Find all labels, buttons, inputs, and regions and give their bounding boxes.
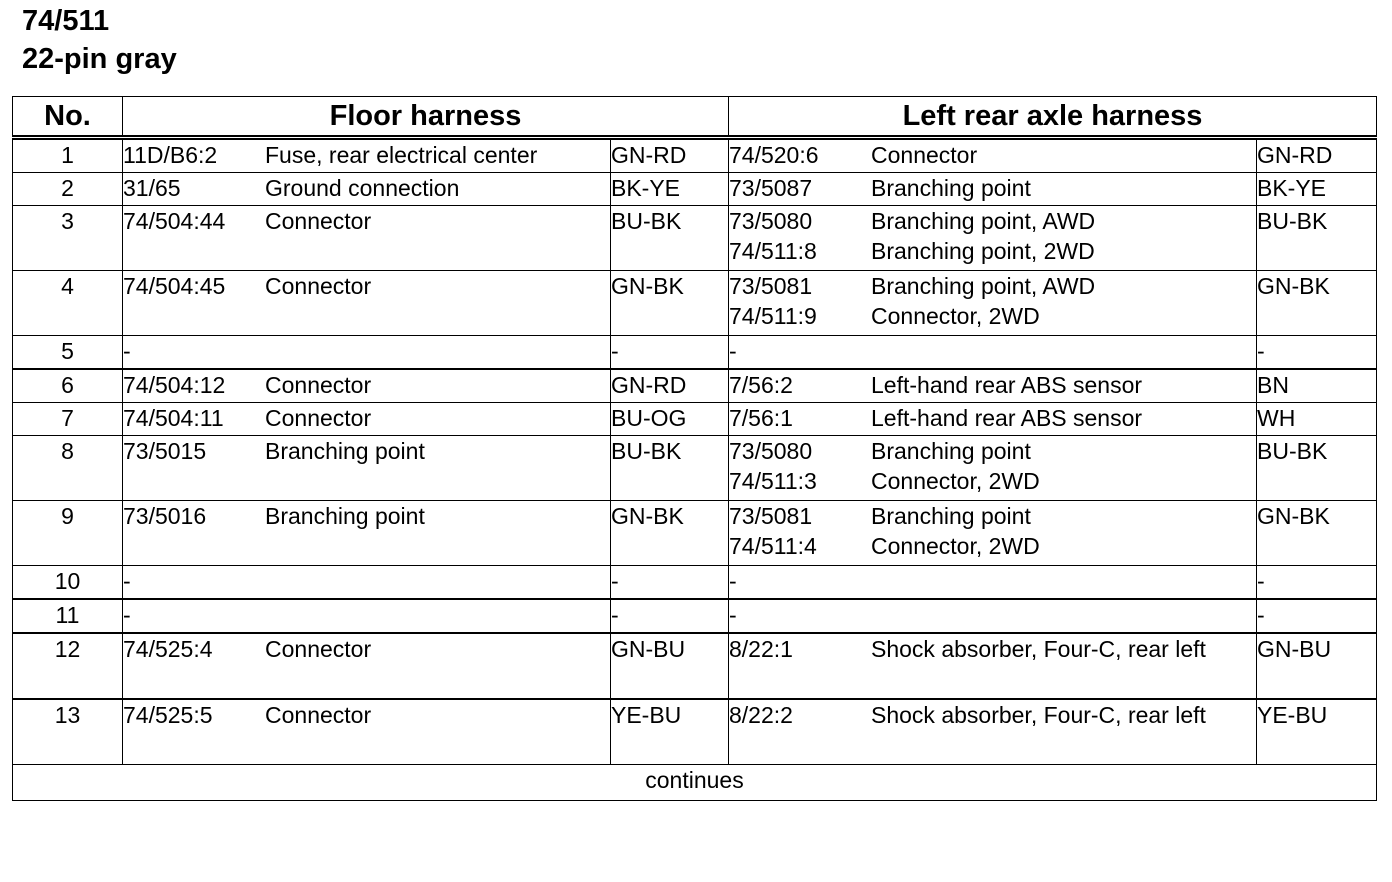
left-rear-axle-description: Connector, 2WD — [871, 533, 1040, 559]
floor-harness-entry — [123, 336, 610, 366]
floor-harness-cell — [123, 699, 611, 765]
left-rear-axle-description: Connector, 2WD — [871, 468, 1040, 494]
table-row — [13, 436, 1377, 501]
floor-harness-cell — [123, 138, 611, 173]
floor-harness-cell — [123, 566, 611, 600]
floor-harness-code: 74/504:44 — [123, 208, 226, 234]
pin-number: 6 — [13, 369, 123, 403]
left-rear-axle-description: Left-hand rear ABS sensor — [871, 405, 1143, 431]
floor-harness-wire-color: - — [611, 599, 729, 633]
header-left-rear-axle-harness: Left rear axle harness — [729, 97, 1377, 138]
header-floor-harness: Floor harness — [123, 97, 729, 138]
pin-number: 13 — [13, 699, 123, 765]
left-rear-axle-wire-color: BK-YE — [1257, 173, 1377, 206]
left-rear-axle-entry — [729, 271, 1256, 301]
pin-number: 4 — [13, 271, 123, 336]
floor-harness-cell — [123, 206, 611, 271]
floor-harness-cell — [123, 403, 611, 436]
left-rear-axle-wire-color: BN — [1257, 369, 1377, 403]
table-row — [13, 173, 1377, 206]
left-rear-axle-harness-cell — [729, 599, 1257, 633]
left-rear-axle-description: Branching point, 2WD — [871, 238, 1095, 264]
floor-harness-code: 74/525:5 — [123, 702, 213, 728]
floor-harness-description: Fuse, rear electrical center — [265, 142, 538, 168]
left-rear-axle-code: - — [729, 338, 737, 364]
left-rear-axle-description: Branching point, AWD — [871, 273, 1096, 299]
floor-harness-entry — [123, 271, 610, 301]
left-rear-axle-description — [871, 336, 1256, 366]
pin-number: 2 — [13, 173, 123, 206]
left-rear-axle-description: Shock absorber, Four-C, rear left — [871, 702, 1206, 728]
pin-number: 11 — [13, 599, 123, 633]
floor-harness-description: Connector — [265, 273, 372, 299]
floor-harness-wire-color: BK-YE — [611, 173, 729, 206]
left-rear-axle-code: 73/5081 — [729, 273, 813, 299]
floor-harness-description: Connector — [265, 636, 372, 662]
floor-harness-wire-color: YE-BU — [611, 699, 729, 765]
floor-harness-cell — [123, 173, 611, 206]
left-rear-axle-entry — [729, 600, 1256, 630]
page-title — [22, 2, 177, 78]
floor-harness-wire-color: BU-BK — [611, 436, 729, 501]
left-rear-axle-entry — [729, 436, 1256, 466]
left-rear-axle-description: Branching point — [871, 175, 1031, 201]
left-rear-axle-entry — [729, 403, 1256, 433]
floor-harness-wire-color: GN-BK — [611, 501, 729, 566]
left-rear-axle-wire-color: YE-BU — [1257, 699, 1377, 765]
pin-number: 7 — [13, 403, 123, 436]
left-rear-axle-code: 74/511:3 — [729, 468, 817, 494]
floor-harness-entry — [123, 403, 610, 433]
left-rear-axle-entry — [729, 173, 1256, 203]
left-rear-axle-code: 7/56:1 — [729, 405, 793, 431]
table-row — [13, 633, 1377, 699]
floor-harness-cell — [123, 336, 611, 370]
left-rear-axle-description: Branching point, AWD — [871, 208, 1096, 234]
floor-harness-entry — [123, 370, 610, 400]
table-footer-row — [13, 765, 1377, 801]
left-rear-axle-wire-color: BU-BK — [1257, 436, 1377, 501]
table-row — [13, 699, 1377, 765]
left-rear-axle-entry — [729, 236, 1256, 266]
floor-harness-wire-color: - — [611, 336, 729, 370]
floor-harness-entry — [123, 206, 610, 236]
floor-harness-entry — [123, 600, 610, 630]
left-rear-axle-harness-cell — [729, 566, 1257, 600]
table-row — [13, 206, 1377, 271]
table-row — [13, 369, 1377, 403]
floor-harness-code: 73/5016 — [123, 503, 207, 529]
left-rear-axle-harness-cell — [729, 271, 1257, 336]
continues-label: continues — [13, 765, 1377, 801]
left-rear-axle-code: 74/511:9 — [729, 303, 817, 329]
floor-harness-cell — [123, 271, 611, 336]
table-row — [13, 501, 1377, 566]
left-rear-axle-description: Left-hand rear ABS sensor — [871, 372, 1143, 398]
left-rear-axle-code: 73/5080 — [729, 438, 813, 464]
floor-harness-entry — [123, 140, 610, 170]
left-rear-axle-harness-cell — [729, 633, 1257, 699]
left-rear-axle-harness-cell — [729, 403, 1257, 436]
left-rear-axle-harness-cell — [729, 369, 1257, 403]
floor-harness-entry — [123, 436, 610, 466]
left-rear-axle-harness-cell — [729, 336, 1257, 370]
floor-harness-code: 11D/B6:2 — [123, 142, 218, 168]
floor-harness-wire-color: GN-RD — [611, 369, 729, 403]
floor-harness-code: 74/525:4 — [123, 636, 213, 662]
left-rear-axle-entry — [729, 531, 1256, 561]
left-rear-axle-entry — [729, 370, 1256, 400]
floor-harness-cell — [123, 633, 611, 699]
connector-id: 74/511 — [22, 5, 110, 37]
left-rear-axle-entry — [729, 700, 1256, 730]
floor-harness-wire-color: - — [611, 566, 729, 600]
left-rear-axle-wire-color: - — [1257, 566, 1377, 600]
floor-harness-code: 74/504:11 — [123, 405, 224, 431]
left-rear-axle-entry — [729, 566, 1256, 596]
left-rear-axle-harness-cell — [729, 501, 1257, 566]
left-rear-axle-entry — [729, 501, 1256, 531]
table-row — [13, 336, 1377, 370]
floor-harness-wire-color: GN-BU — [611, 633, 729, 699]
left-rear-axle-harness-cell — [729, 206, 1257, 271]
left-rear-axle-description: Branching point — [871, 503, 1031, 529]
table-header-row — [13, 97, 1377, 138]
left-rear-axle-entry — [729, 301, 1256, 331]
floor-harness-description: Connector — [265, 702, 372, 728]
floor-harness-wire-color: BU-OG — [611, 403, 729, 436]
left-rear-axle-harness-cell — [729, 173, 1257, 206]
left-rear-axle-harness-cell — [729, 436, 1257, 501]
left-rear-axle-description — [871, 566, 1256, 596]
header-no: No. — [13, 97, 123, 138]
pin-number: 12 — [13, 633, 123, 699]
left-rear-axle-code: 8/22:1 — [729, 636, 793, 662]
floor-harness-cell — [123, 599, 611, 633]
table-row — [13, 403, 1377, 436]
left-rear-axle-code: - — [729, 602, 737, 628]
left-rear-axle-harness-cell — [729, 138, 1257, 173]
left-rear-axle-code: 74/511:8 — [729, 238, 817, 264]
left-rear-axle-wire-color: GN-BK — [1257, 271, 1377, 336]
connector-description: 22-pin gray — [22, 43, 177, 75]
floor-harness-cell — [123, 501, 611, 566]
left-rear-axle-wire-color: - — [1257, 336, 1377, 370]
floor-harness-entry — [123, 566, 610, 596]
floor-harness-description: Connector — [265, 372, 372, 398]
floor-harness-description — [265, 336, 610, 366]
pin-number: 10 — [13, 566, 123, 600]
left-rear-axle-harness-cell — [729, 699, 1257, 765]
floor-harness-entry — [123, 700, 610, 730]
floor-harness-description — [265, 566, 610, 596]
floor-harness-cell — [123, 436, 611, 501]
left-rear-axle-wire-color: GN-BU — [1257, 633, 1377, 699]
left-rear-axle-code: 74/511:4 — [729, 533, 817, 559]
left-rear-axle-code: - — [729, 568, 737, 594]
left-rear-axle-wire-color: WH — [1257, 403, 1377, 436]
floor-harness-code: - — [123, 568, 131, 594]
left-rear-axle-code: 73/5080 — [729, 208, 813, 234]
left-rear-axle-description: Connector, 2WD — [871, 303, 1040, 329]
left-rear-axle-wire-color: BU-BK — [1257, 206, 1377, 271]
floor-harness-wire-color: BU-BK — [611, 206, 729, 271]
left-rear-axle-wire-color: GN-RD — [1257, 138, 1377, 173]
floor-harness-entry — [123, 501, 610, 531]
left-rear-axle-code: 8/22:2 — [729, 702, 793, 728]
left-rear-axle-code: 7/56:2 — [729, 372, 793, 398]
left-rear-axle-code: 73/5087 — [729, 175, 813, 201]
left-rear-axle-description: Branching point — [871, 438, 1031, 464]
left-rear-axle-code: 74/520:6 — [729, 142, 819, 168]
left-rear-axle-code: 73/5081 — [729, 503, 813, 529]
pin-number: 1 — [13, 138, 123, 173]
table-row — [13, 138, 1377, 173]
table-row — [13, 599, 1377, 633]
floor-harness-wire-color: GN-BK — [611, 271, 729, 336]
left-rear-axle-description — [871, 600, 1256, 630]
pin-number: 8 — [13, 436, 123, 501]
table-body — [13, 138, 1377, 765]
pin-number: 3 — [13, 206, 123, 271]
left-rear-axle-entry — [729, 466, 1256, 496]
floor-harness-cell — [123, 369, 611, 403]
left-rear-axle-description: Shock absorber, Four-C, rear left — [871, 636, 1206, 662]
table-row — [13, 271, 1377, 336]
left-rear-axle-description: Connector — [871, 142, 978, 168]
left-rear-axle-wire-color: GN-BK — [1257, 501, 1377, 566]
floor-harness-code: 31/65 — [123, 175, 181, 201]
floor-harness-code: 73/5015 — [123, 438, 207, 464]
floor-harness-code: 74/504:12 — [123, 372, 226, 398]
left-rear-axle-entry — [729, 140, 1256, 170]
floor-harness-entry — [123, 173, 610, 203]
floor-harness-entry — [123, 634, 610, 664]
floor-harness-code: - — [123, 602, 131, 628]
pin-number: 5 — [13, 336, 123, 370]
floor-harness-code: - — [123, 338, 131, 364]
left-rear-axle-entry — [729, 336, 1256, 366]
left-rear-axle-wire-color: - — [1257, 599, 1377, 633]
floor-harness-wire-color: GN-RD — [611, 138, 729, 173]
left-rear-axle-entry — [729, 634, 1256, 664]
floor-harness-code: 74/504:45 — [123, 273, 226, 299]
left-rear-axle-entry — [729, 206, 1256, 236]
pin-assignment-table — [12, 96, 1377, 801]
floor-harness-description — [265, 600, 610, 630]
floor-harness-description: Connector — [265, 208, 372, 234]
floor-harness-description: Ground connection — [265, 175, 460, 201]
floor-harness-description: Connector — [265, 405, 372, 431]
floor-harness-description: Branching point — [265, 503, 425, 529]
pin-number: 9 — [13, 501, 123, 566]
floor-harness-description: Branching point — [265, 438, 425, 464]
table-row — [13, 566, 1377, 600]
